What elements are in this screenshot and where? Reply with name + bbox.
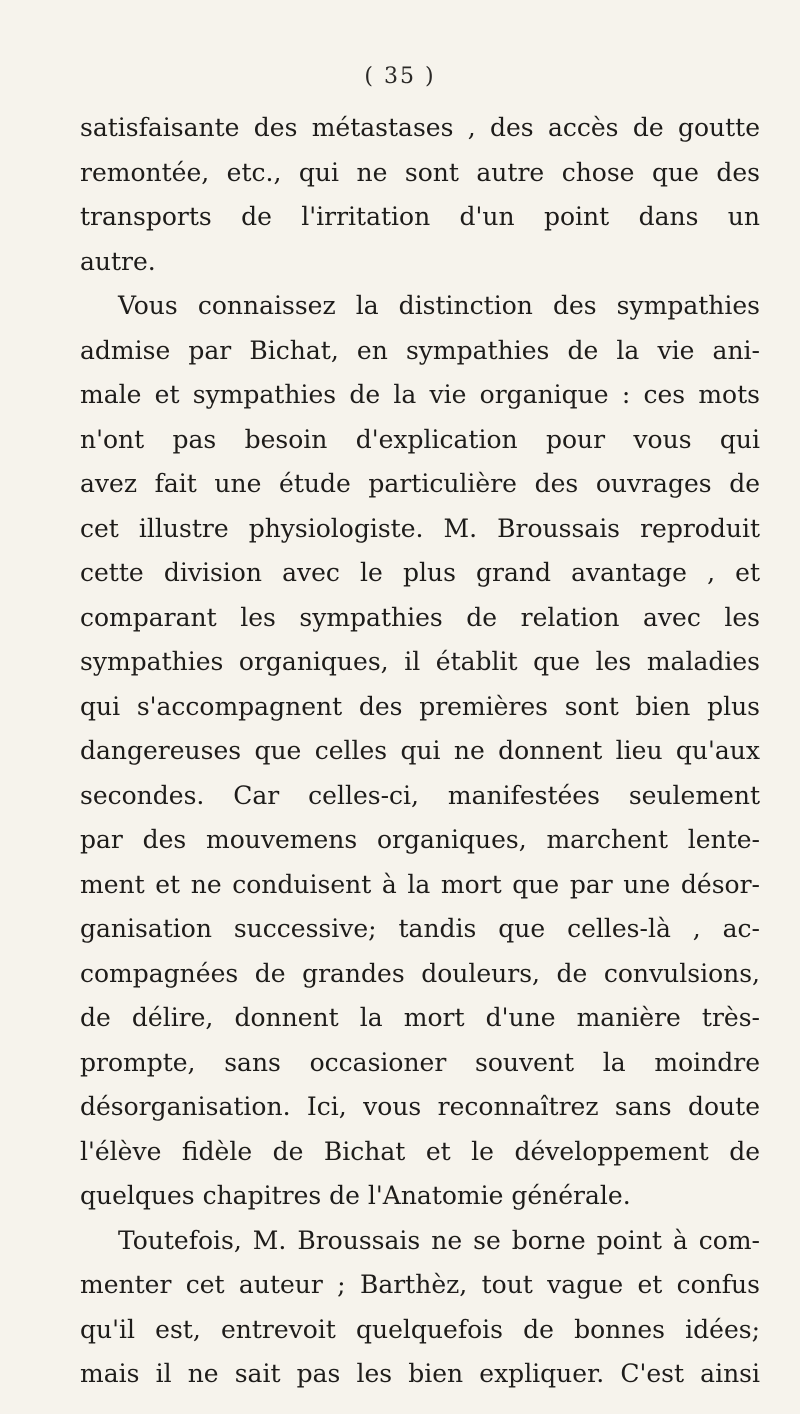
- text-line: menter cet auteur ; Barthèz, tout vague et confus: [80, 1270, 760, 1299]
- text-line: remontée, etc., qui ne sont autre chose que des: [80, 157, 760, 187]
- text-line: ganisation successive; tandis que celles-là , ac-: [80, 914, 760, 943]
- text-line: avez fait une étude particulière des ouvrages de: [80, 469, 760, 498]
- text-line: sympathies organiques, il établit que les maladies: [80, 647, 760, 676]
- page-number: ( 35 ): [364, 64, 436, 89]
- text-line: ment et ne conduisent à la mort que par une désor-: [80, 869, 760, 899]
- text-line: quelques chapitres de l'Anatomie générale.: [80, 1181, 631, 1210]
- text-line: male et sympathies de la vie organique : ces mots: [80, 380, 760, 409]
- text-line: dangereuses que celles qui ne donnent lieu qu'aux: [80, 736, 760, 765]
- text-line: prompte, sans occasioner souvent la moindre: [80, 1047, 760, 1077]
- text-line: désorganisation. Ici, vous reconnaîtrez sans doute: [80, 1092, 760, 1121]
- body-text: [80, 106, 760, 1397]
- text-line: autre.: [80, 246, 156, 276]
- text-line: satisfaisante des métastases , des accès de goutte: [80, 113, 760, 142]
- text-line: qui s'accompagnent des premières sont bien plus: [80, 691, 760, 721]
- text-line: qu'il est, entrevoit quelquefois de bonnes idées;: [80, 1314, 760, 1344]
- text-line: l'élève fidèle de Bichat et le développement de: [80, 1136, 760, 1166]
- text-line: par des mouvemens organiques, marchent lente-: [80, 825, 760, 854]
- text-line: n'ont pas besoin d'explication pour vous qui: [80, 424, 760, 454]
- text-line: admise par Bichat, en sympathies de la vie ani-: [80, 335, 760, 365]
- text-line: mais il ne sait pas les bien expliquer. C'est ainsi: [80, 1359, 760, 1388]
- text-line: cette division avec le plus grand avantage , et: [80, 558, 760, 587]
- text-line: de délire, donnent la mort d'une manière très-: [80, 1003, 760, 1032]
- text-line: secondes. Car celles-ci, manifestées seulement: [80, 780, 760, 810]
- text-line: cet illustre physiologiste. M. Broussais reproduit: [80, 513, 760, 543]
- text-line: transports de l'irritation d'un point dans un: [80, 202, 760, 231]
- text-line: compagnées de grandes douleurs, de convulsions,: [80, 958, 760, 988]
- text-line: Vous connaissez la distinction des sympathies: [118, 291, 760, 320]
- text-line: comparant les sympathies de relation avec les: [80, 602, 760, 632]
- text-line: Toutefois, M. Broussais ne se borne point à com-: [118, 1225, 760, 1255]
